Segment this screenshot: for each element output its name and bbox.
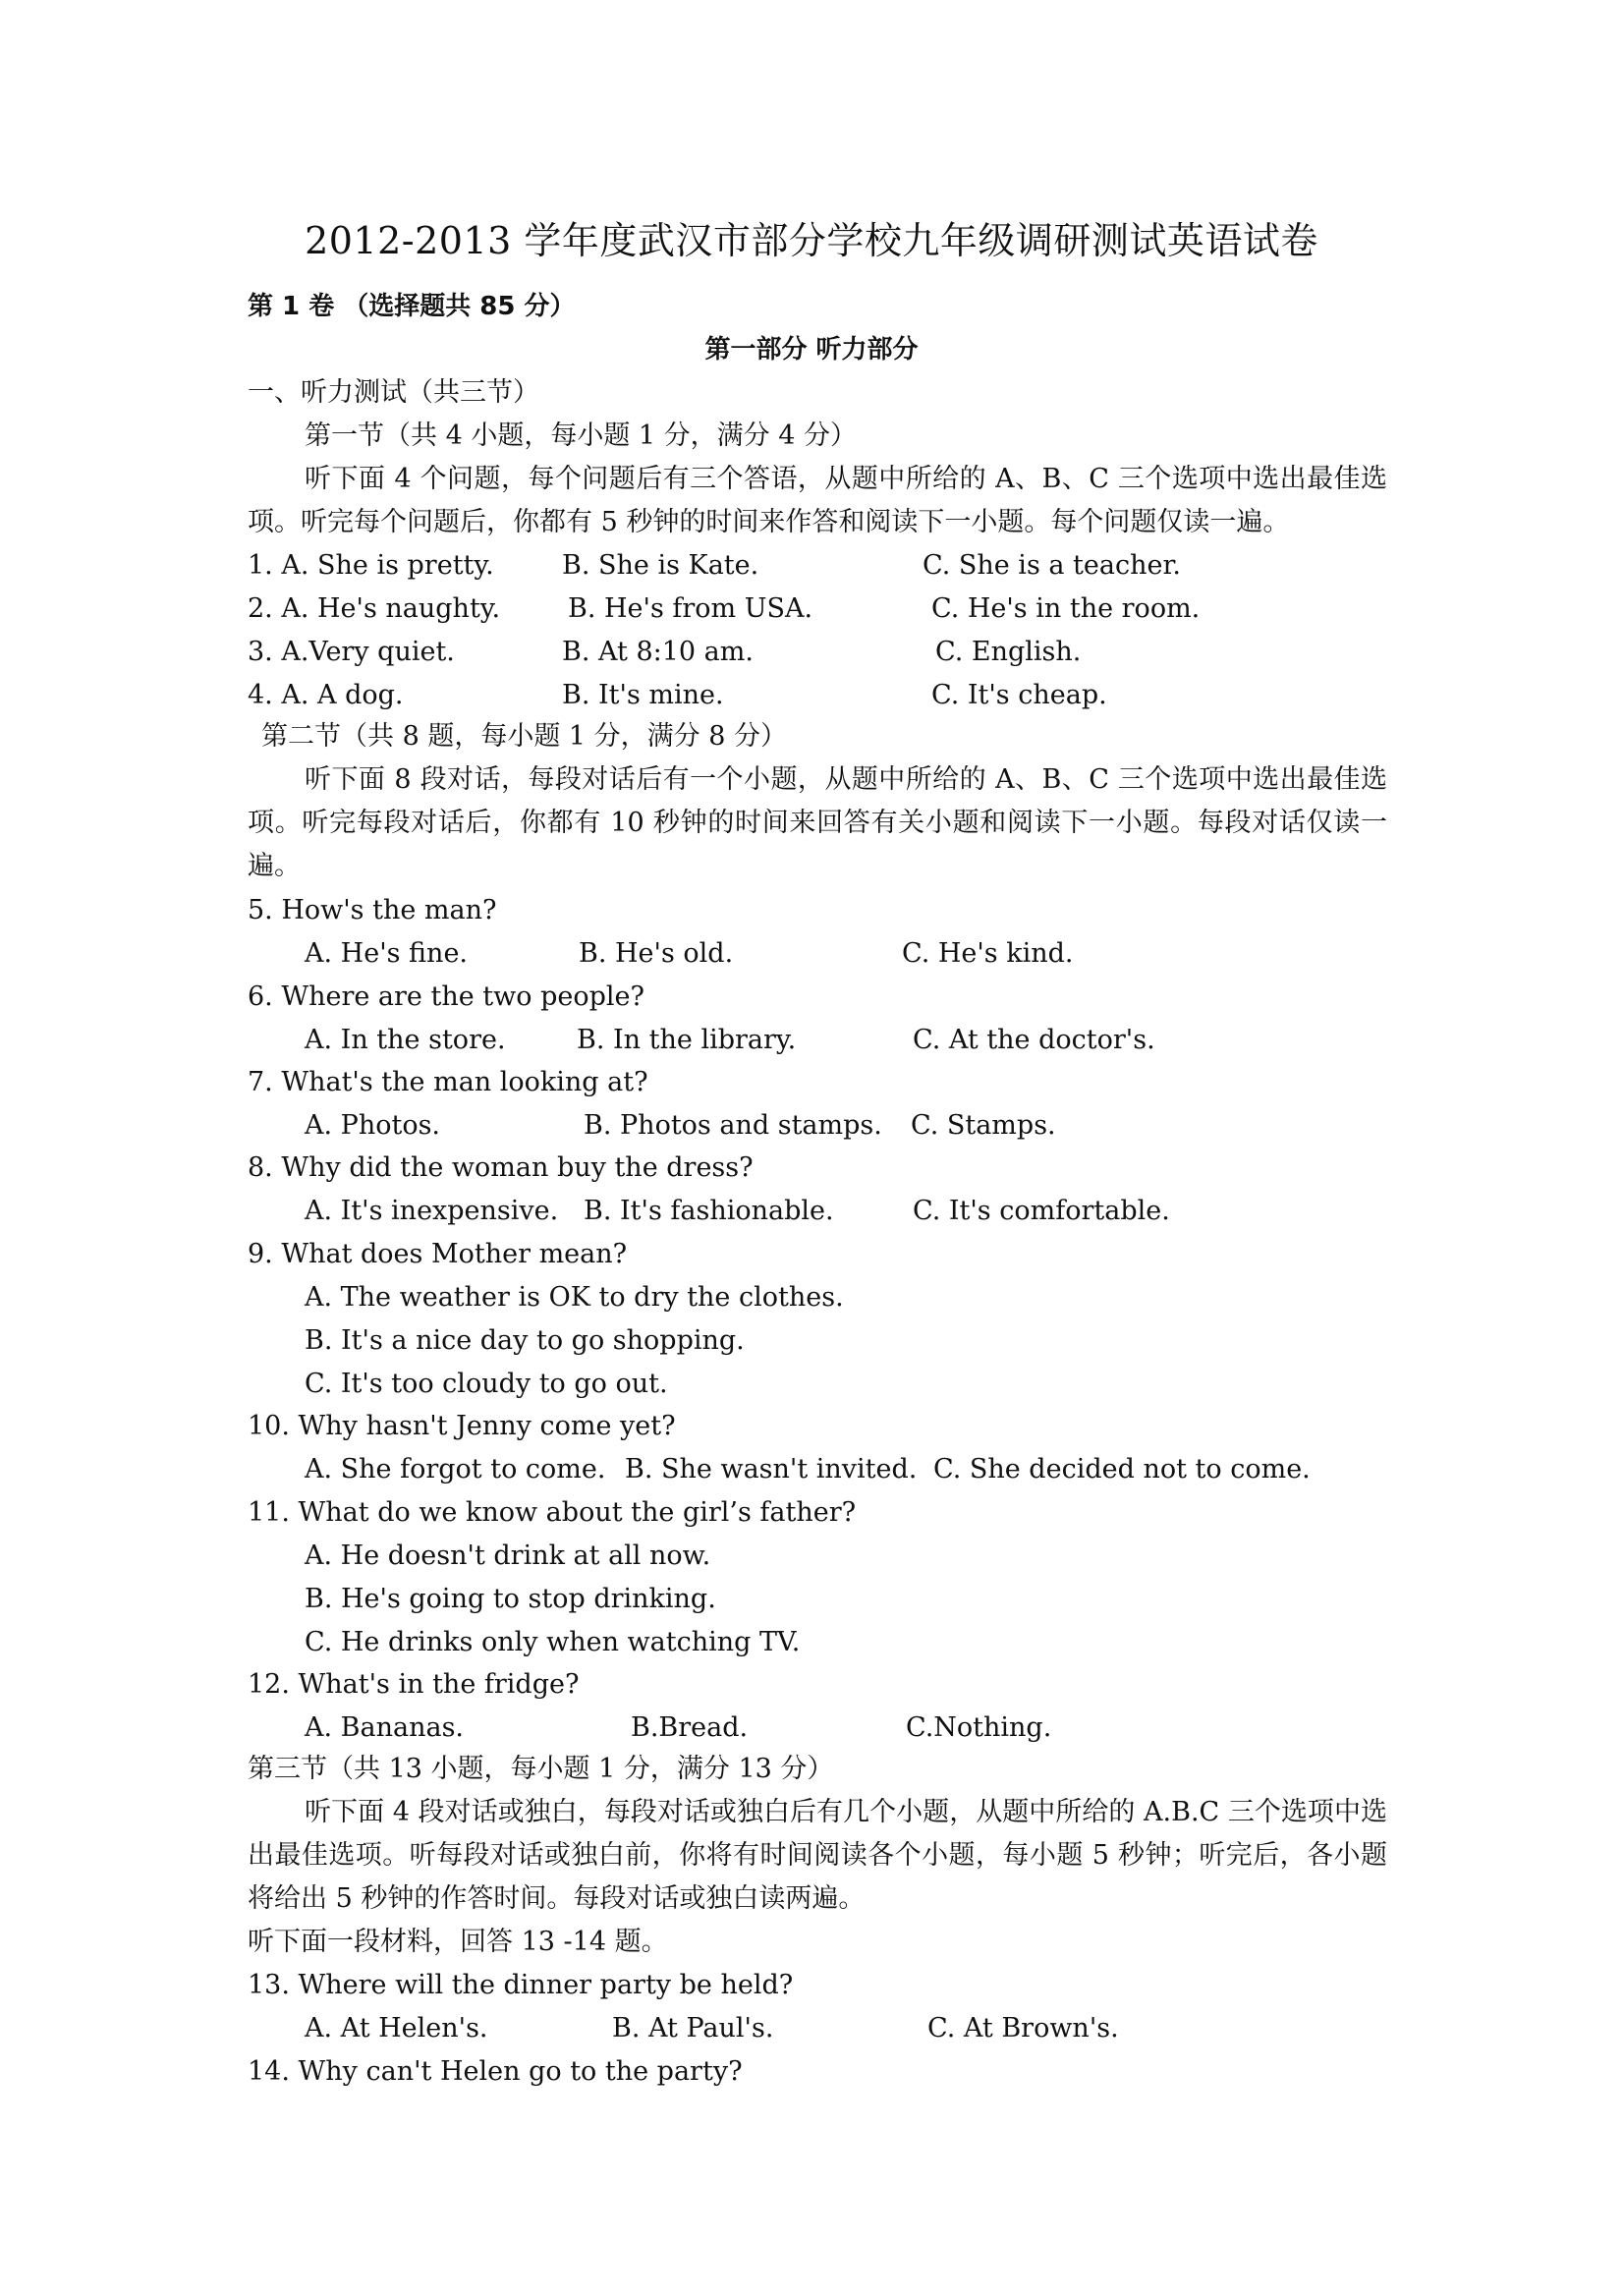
question-text: 5. How's the man?	[248, 895, 497, 925]
option-c: C. It's comfortable.	[913, 1196, 1170, 1226]
option-a: 2. A. He's naughty.	[248, 593, 501, 624]
question-text: 8. Why did the woman buy the dress?	[248, 1152, 754, 1183]
question-text: 10. Why hasn't Jenny come yet?	[248, 1411, 676, 1441]
option-c: C. English.	[935, 637, 1082, 667]
option-b: B.Bread.	[631, 1712, 749, 1743]
option-b: B. It's a nice day to go shopping.	[305, 1325, 745, 1356]
option-c: C. Stamps.	[911, 1110, 1056, 1141]
question-text: 12. What's in the fridge?	[248, 1669, 580, 1700]
option-a: A. Photos.	[305, 1110, 441, 1141]
volume-heading: 第 1 卷 （选择题共 85 分）	[248, 292, 576, 321]
option-b: B. At 8:10 am.	[562, 637, 754, 667]
option-a: 4. A. A dog.	[248, 680, 404, 710]
option-c: C. He drinks only when watching TV.	[305, 1627, 801, 1657]
option-c: C. She is a teacher.	[923, 550, 1181, 581]
section2-instruction: 听下面 8 段对话，每段对话后有一个小题，从题中所给的 A、B、C 三个选项中选出最佳选项。听完每段对话后，你都有 10 秒钟的时间来回答有关小题和阅读下一小题。每段对话仅读一遍。	[248, 764, 1387, 881]
option-b: B. He's going to stop drinking.	[305, 1584, 716, 1614]
option-a: 1. A. She is pretty.	[248, 550, 494, 581]
option-a: A. She forgot to come.	[305, 1454, 606, 1484]
listening-heading: 一、听力测试（共三节）	[248, 377, 539, 408]
option-c: C. It's cheap.	[931, 680, 1107, 710]
section3-heading: 第三节（共 13 小题，每小题 1 分，满分 13 分）	[248, 1754, 834, 1784]
option-c: C. She decided not to come.	[933, 1454, 1311, 1484]
option-b: B. He's old.	[579, 938, 734, 969]
question-text: 7. What's the man looking at?	[248, 1067, 648, 1097]
option-a: A. It's inexpensive.	[305, 1196, 559, 1226]
option-c: C. He's in the room.	[931, 593, 1201, 624]
option-a: A. In the store.	[305, 1025, 506, 1055]
option-a: A. He's fine.	[305, 938, 469, 969]
exam-title: 2012-2013 学年度武汉市部分学校九年级调研测试英语试卷	[305, 219, 1318, 262]
option-b: B. She is Kate.	[562, 550, 759, 581]
section1-heading: 第一节（共 4 小题，每小题 1 分，满分 4 分）	[305, 420, 858, 451]
option-b: B. It's mine.	[562, 680, 724, 710]
question-text: 13. Where will the dinner party be held?	[248, 1970, 794, 2000]
option-a: 3. A.Very quiet.	[248, 637, 455, 667]
material-note: 听下面一段材料，回答 13 -14 题。	[248, 1927, 668, 1957]
question-text: 11. What do we know about the girl’s father?	[248, 1497, 857, 1528]
section1-instruction: 听下面 4 个问题，每个问题后有三个答语，从题中所给的 A、B、C 三个选项中选出最佳选项。听完每个问题后，你都有 5 秒钟的时间来作答和阅读下一小题。每个问题仅读一遍。	[248, 464, 1387, 537]
option-a: A. The weather is OK to dry the clothes.	[305, 1282, 844, 1313]
section2-heading: 第二节（共 8 题，每小题 1 分，满分 8 分）	[261, 721, 788, 752]
option-c: C.Nothing.	[906, 1712, 1052, 1743]
option-a: A. At Helen's.	[305, 2013, 488, 2044]
option-c: C. At the doctor's.	[913, 1025, 1155, 1055]
option-b: B. In the library.	[577, 1025, 797, 1055]
option-b: B. At Paul's.	[612, 2013, 774, 2044]
option-c: C. He's kind.	[902, 938, 1074, 969]
option-b: B. He's from USA.	[568, 593, 813, 624]
option-b: B. It's fashionable.	[584, 1196, 834, 1226]
option-b: B. Photos and stamps.	[584, 1110, 882, 1141]
option-c: C. At Brown's.	[927, 2013, 1119, 2044]
question-text: 14. Why can't Helen go to the party?	[248, 2056, 743, 2087]
question-text: 9. What does Mother mean?	[248, 1239, 628, 1269]
option-b: B. She wasn't invited.	[625, 1454, 918, 1484]
section3-instruction: 听下面 4 段对话或独白，每段对话或独白后有几个小题，从题中所给的 A.B.C 三个选项中选出最佳选项。听每段对话或独白前，你将有时间阅读各个小题，每小题 5 秒钟；听完后，各小题将给出 5 秒钟的作答时间。每段对话或独白读两遍。	[248, 1797, 1387, 1914]
part-heading: 第一部分 听力部分	[704, 335, 919, 364]
option-a: A. He doesn't drink at all now.	[305, 1540, 711, 1571]
option-c: C. It's too cloudy to go out.	[305, 1369, 668, 1399]
question-text: 6. Where are the two people?	[248, 981, 644, 1012]
option-a: A. Bananas.	[305, 1712, 465, 1743]
